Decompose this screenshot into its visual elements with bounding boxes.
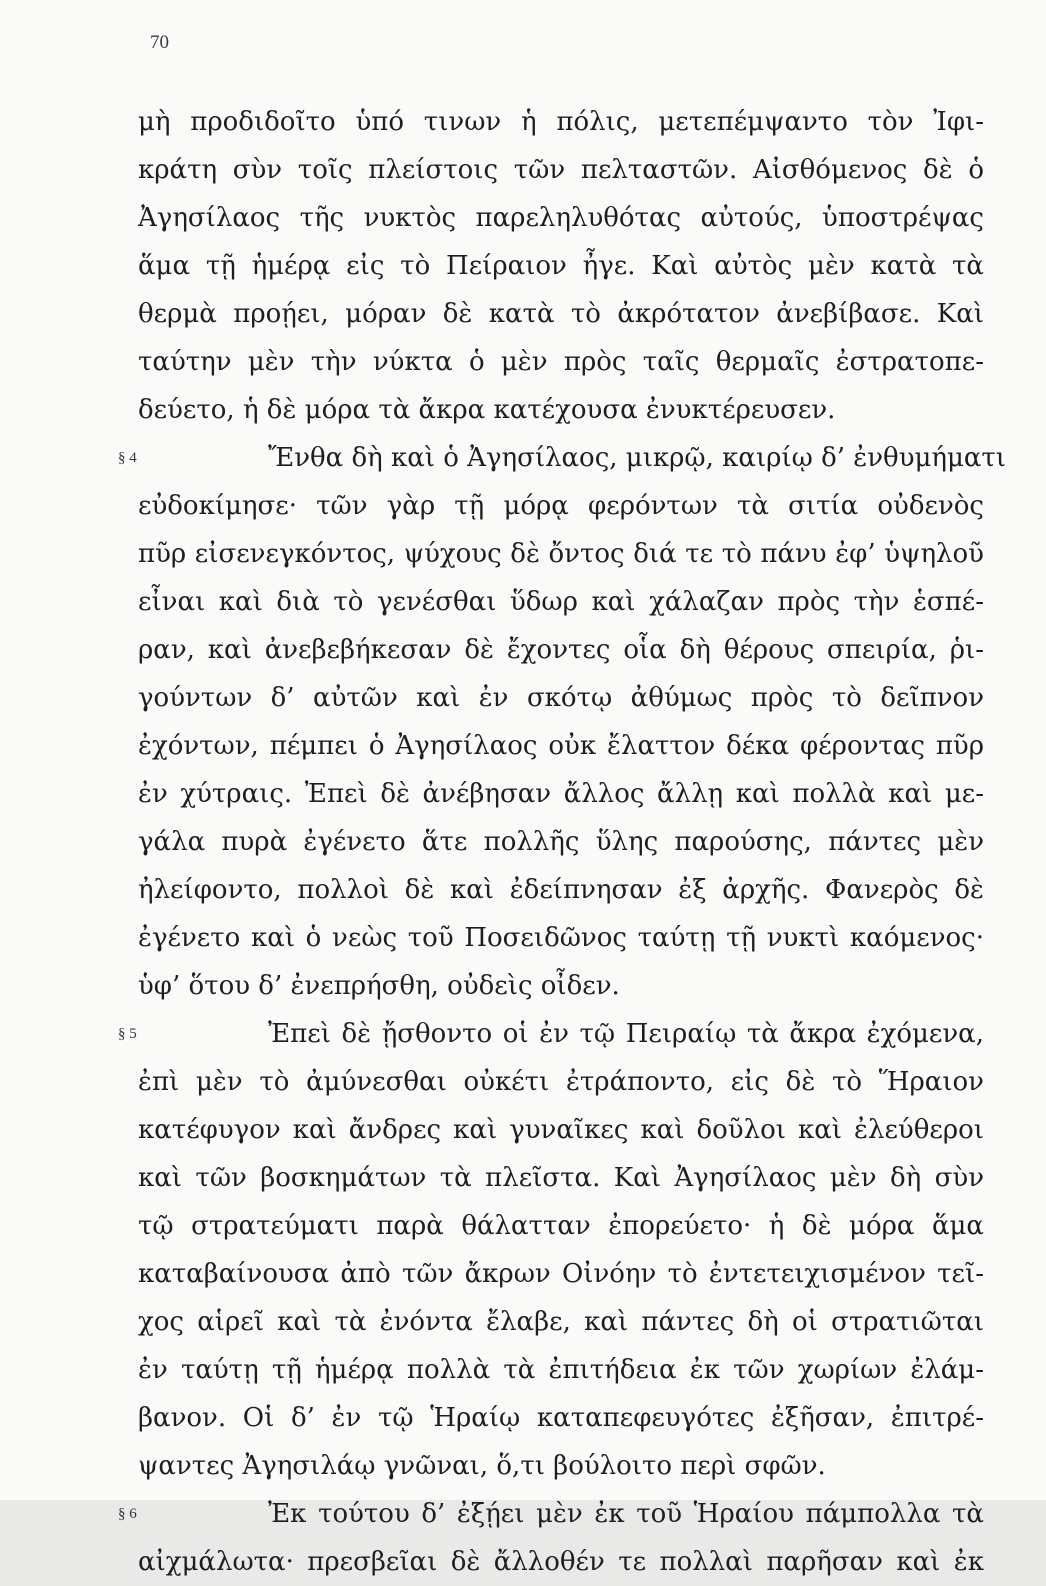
line-text: δεύετο, ἡ δὲ μόρα τὰ ἄκρα κατέχουσα ἐνυκτέρευσεν.: [138, 395, 836, 425]
text-line: [138, 1106, 984, 1154]
line-text: Ἔνθα δὴ καὶ ὁ Ἀγησίλαος, μικρῷ, καιρίῳ δ’ ἐνθυμήματι: [268, 443, 1007, 473]
section-marker: § 6: [118, 1506, 137, 1522]
text-line: [118, 1490, 984, 1538]
text-line: [118, 1010, 984, 1058]
line-text: θερμὰ προῄει, μόραν δὲ κατὰ τὸ ἀκρότατον ἀνεβίβασε. Καὶ: [138, 299, 984, 329]
text-line: [138, 578, 984, 626]
line-text: ψαντες Ἀγησιλάῳ γνῶναι, ὅ,τι βούλοιτο περὶ σφῶν.: [138, 1451, 826, 1481]
line-text: Ἐπεὶ δὲ ᾔσθοντο οἱ ἐν τῷ Πειραίῳ τὰ ἄκρα ἐχόμενα,: [268, 1019, 984, 1049]
line-text: ἅμα τῇ ἡμέρᾳ εἰς τὸ Πείραιον ἦγε. Καὶ αὐτὸς μὲν κατὰ τὰ: [138, 251, 984, 281]
line-text: ἐχόντων, πέμπει ὁ Ἀγησίλαος οὐκ ἔλαττον δέκα φέροντας πῦρ: [138, 731, 984, 761]
section-marker: § 5: [118, 1026, 137, 1042]
line-text: κατέφυγον καὶ ἄνδρες καὶ γυναῖκες καὶ δοῦλοι καὶ ἐλεύθεροι: [138, 1115, 984, 1145]
text-line: [138, 1202, 984, 1250]
text-line: [138, 1154, 984, 1202]
line-text: ὑφ’ ὅτου δ’ ἐνεπρήσθη, οὐδεὶς οἶδεν.: [138, 971, 620, 1001]
text-line: [138, 626, 984, 674]
line-text: καταβαίνουσα ἀπὸ τῶν ἄκρων Οἰνόην τὸ ἐντετειχισμένον τεῖ-: [138, 1259, 984, 1289]
text-line: [138, 866, 984, 914]
text-line: [138, 482, 984, 530]
text-line: [138, 1298, 984, 1346]
text-line: [138, 1538, 984, 1586]
line-text: εὐδοκίμησε· τῶν γὰρ τῇ μόρᾳ φερόντων τὰ σιτία οὐδενὸς: [138, 491, 984, 521]
line-text: ταύτην μὲν τὴν νύκτα ὁ μὲν πρὸς ταῖς θερμαῖς ἐστρατοπε-: [138, 347, 984, 377]
section-marker: § 4: [118, 450, 137, 466]
line-text: αἰχμάλωτα· πρεσβεῖαι δὲ ἄλλοθέν τε πολλαὶ παρῆσαν καὶ ἐκ: [138, 1547, 984, 1577]
line-text: καὶ τῶν βοσκημάτων τὰ πλεῖστα. Καὶ Ἀγησίλαος μὲν δὴ σὺν: [138, 1163, 984, 1193]
line-text: γάλα πυρὰ ἐγένετο ἅτε πολλῆς ὕλης παρούσης, πάντες μὲν: [138, 827, 984, 857]
text-line: [138, 98, 984, 146]
greek-text-body: [118, 98, 1007, 1586]
line-text: Ἀγησίλαος τῆς νυκτὸς παρεληλυθότας αὐτούς, ὑποστρέψας: [138, 203, 984, 233]
line-text: κράτη σὺν τοῖς πλείστοις τῶν πελταστῶν. Αἰσθόμενος δὲ ὁ: [138, 155, 984, 185]
line-text: μὴ προδιδοῖτο ὑπό τινων ἡ πόλις, μετεπέμψαντο τὸν Ἰφι-: [138, 107, 984, 137]
text-line: [138, 962, 984, 1010]
text-line: [138, 290, 984, 338]
text-line: [138, 818, 984, 866]
text-line: [138, 386, 984, 434]
line-text: τῷ στρατεύματι παρὰ θάλατταν ἐπορεύετο· ἡ δὲ μόρα ἅμα: [138, 1211, 984, 1241]
line-text: Ἐκ τούτου δ’ ἐξῄει μὲν ἐκ τοῦ Ἡραίου πάμπολλα τὰ: [268, 1499, 984, 1529]
text-line: [138, 770, 984, 818]
line-text: πῦρ εἰσενεγκόντος, ψύχους δὲ ὄντος διά τε τὸ πάνυ ἐφ’ ὑψηλοῦ: [138, 539, 984, 569]
line-text: βανον. Οἱ δ’ ἐν τῷ Ἡραίῳ καταπεφευγότες ἐξῆσαν, ἐπιτρέ-: [138, 1403, 984, 1433]
line-text: γούντων δ’ αὐτῶν καὶ ἐν σκότῳ ἀθύμως πρὸς τὸ δεῖπνον: [138, 683, 984, 713]
text-line: [138, 194, 984, 242]
text-line: [138, 1058, 984, 1106]
text-line: [138, 674, 984, 722]
text-line: [118, 434, 1007, 482]
line-text: ἠλείφοντο, πολλοὶ δὲ καὶ ἐδείπνησαν ἐξ ἀρχῆς. Φανερὸς δὲ: [138, 875, 984, 905]
line-text: ἐγένετο καὶ ὁ νεὼς τοῦ Ποσειδῶνος ταύτῃ τῇ νυκτὶ καόμενος·: [138, 923, 984, 953]
text-line: [138, 1346, 984, 1394]
text-line: [138, 242, 984, 290]
page-number: 70: [150, 32, 169, 53]
text-line: [138, 914, 984, 962]
line-text: ἐπὶ μὲν τὸ ἀμύνεσθαι οὐκέτι ἐτράποντο, εἰς δὲ τὸ Ἥραιον: [138, 1067, 984, 1097]
line-text: εἶναι καὶ διὰ τὸ γενέσθαι ὕδωρ καὶ χάλαζαν πρὸς τὴν ἑσπέ-: [138, 587, 984, 617]
line-text: ἐν χύτραις. Ἐπεὶ δὲ ἀνέβησαν ἄλλος ἄλλῃ καὶ πολλὰ καὶ με-: [138, 779, 984, 809]
text-line: [138, 1250, 984, 1298]
text-line: [138, 722, 984, 770]
line-text: ραν, καὶ ἀνεβεβήκεσαν δὲ ἔχοντες οἷα δὴ θέρους σπειρία, ῥι-: [138, 635, 984, 665]
text-line: [138, 1394, 984, 1442]
text-line: [138, 146, 984, 194]
text-line: [138, 530, 984, 578]
line-text: χος αἱρεῖ καὶ τὰ ἐνόντα ἔλαβε, καὶ πάντες δὴ οἱ στρατιῶται: [138, 1307, 984, 1337]
line-text: ἐν ταύτῃ τῇ ἡμέρᾳ πολλὰ τὰ ἐπιτήδεια ἐκ τῶν χωρίων ἐλάμ-: [138, 1355, 984, 1385]
text-line: [138, 1442, 984, 1490]
text-line: [138, 338, 984, 386]
